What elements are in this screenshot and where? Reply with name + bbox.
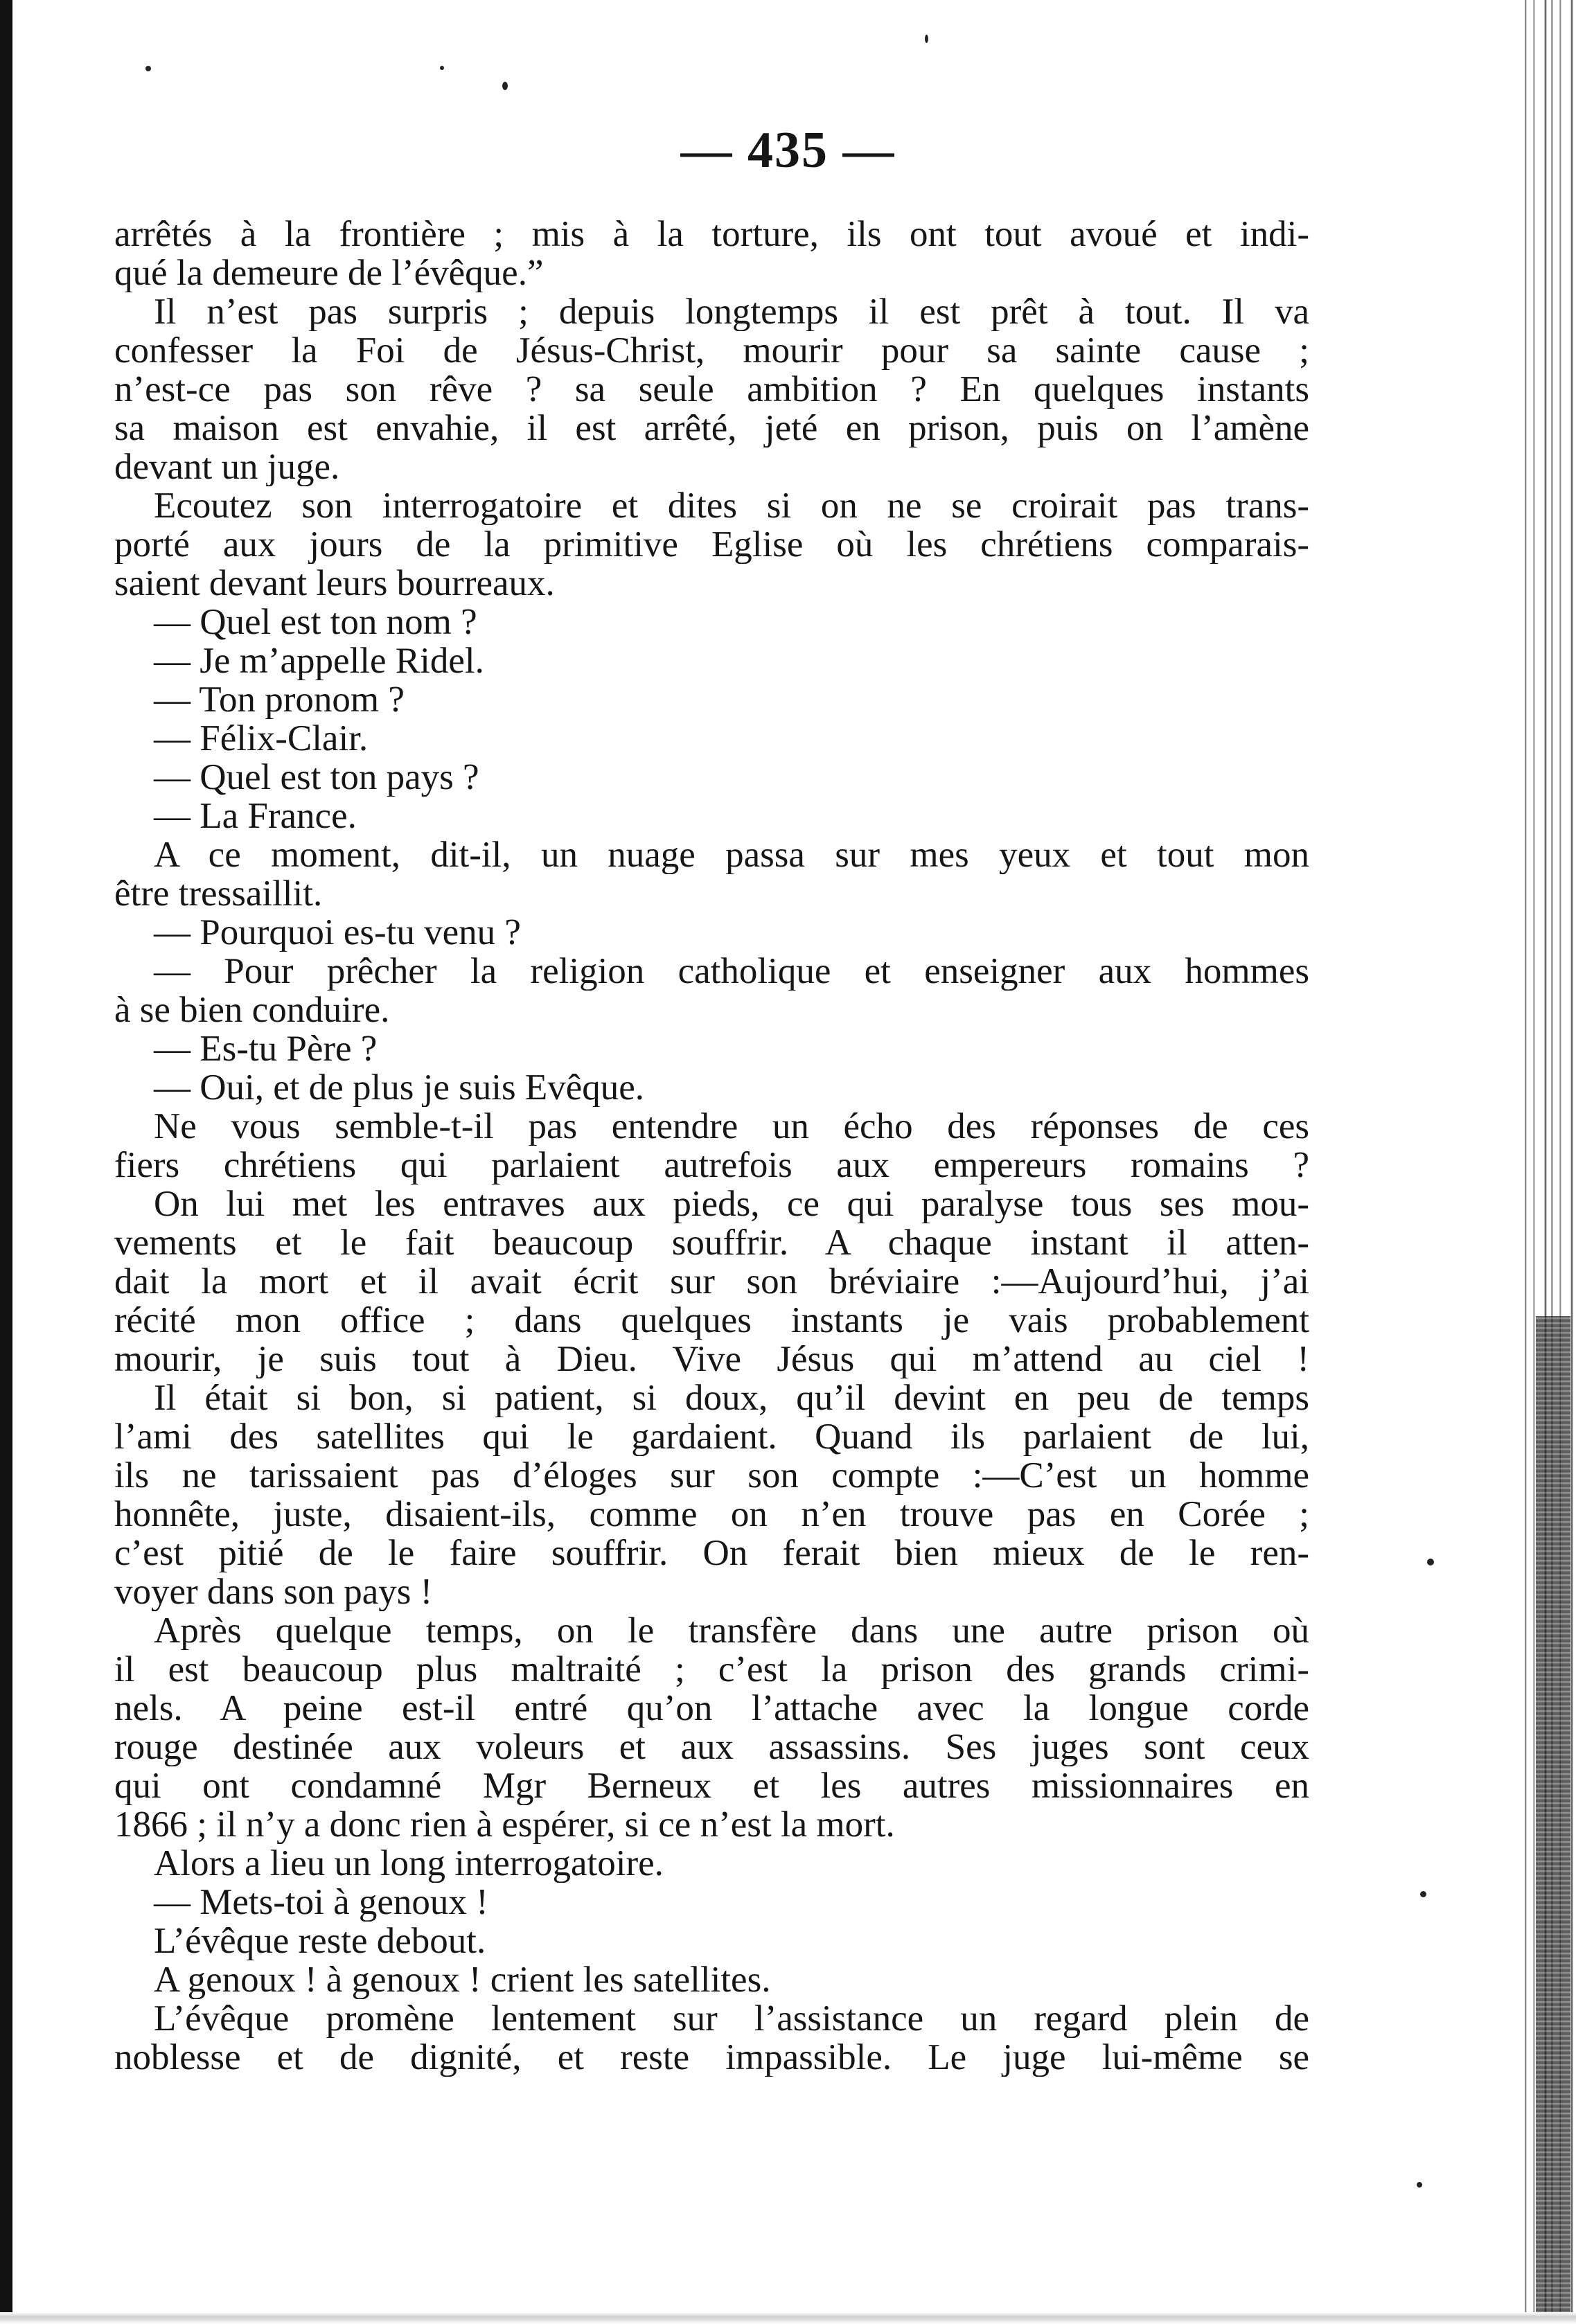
text-line: il est beaucoup plus maltraité ; c’est la prison des grands crimi- bbox=[114, 1650, 1309, 1689]
text-line: qui ont condamné Mgr Berneux et les autres missionnaires en bbox=[114, 1766, 1309, 1805]
text-line: Il n’est pas surpris ; depuis longtemps il est prêt à tout. Il va bbox=[154, 292, 1309, 331]
text-line: noblesse et de dignité, et reste impassible. Le juge lui-même se bbox=[114, 2038, 1309, 2077]
text-line: — Es-tu Père ? bbox=[154, 1029, 378, 1068]
text-line: qué la demeure de l’évêque.” bbox=[114, 254, 544, 292]
text-line: — Félix-Clair. bbox=[154, 719, 369, 758]
text-line: — Pourquoi es-tu venu ? bbox=[154, 913, 521, 952]
ink-speck bbox=[1420, 1891, 1426, 1897]
text-line: Il était si bon, si patient, si doux, qu’il devint en peu de temps bbox=[154, 1378, 1309, 1417]
text-line: A ce moment, dit-il, un nuage passa sur mes yeux et tout mon bbox=[154, 835, 1309, 874]
text-line: porté aux jours de la primitive Eglise où les chrétiens comparais- bbox=[114, 525, 1309, 564]
text-line: nels. A peine est-il entré qu’on l’attache avec la longue corde bbox=[114, 1689, 1309, 1728]
text-line: Ne vous semble-t-il pas entendre un écho des réponses de ces bbox=[154, 1107, 1309, 1146]
text-line: sa maison est envahie, il est arrêté, jeté en prison, puis on l’amène bbox=[114, 409, 1309, 447]
ink-speck bbox=[502, 82, 508, 90]
text-line: arrêtés à la frontière ; mis à la torture, ils ont tout avoué et indi- bbox=[114, 215, 1309, 254]
text-line: rouge destinée aux voleurs et aux assassins. Ses juges sont ceux bbox=[114, 1728, 1309, 1766]
text-line: être tressaillit. bbox=[114, 874, 323, 913]
text-line: fiers chrétiens qui parlaient autrefois aux empereurs romains ? bbox=[114, 1146, 1309, 1185]
page-edge-shadow bbox=[1536, 1316, 1570, 2321]
text-line: devant un juge. bbox=[114, 447, 340, 486]
text-line: On lui met les entraves aux pieds, ce qui paralyse tous ses mou- bbox=[154, 1185, 1309, 1223]
text-line: à se bien conduire. bbox=[114, 991, 390, 1029]
ink-speck bbox=[1417, 2182, 1422, 2188]
text-line: A genoux ! à genoux ! crient les satellites. bbox=[154, 1960, 771, 1999]
page-edge-bottom bbox=[0, 2312, 1576, 2324]
text-line: — La France. bbox=[154, 797, 357, 835]
text-line: ils ne tarissaient pas d’éloges sur son compte :—C’est un homme bbox=[114, 1456, 1309, 1495]
text-line: confesser la Foi de Jésus-Christ, mourir pour sa sainte cause ; bbox=[114, 331, 1309, 370]
body-text bbox=[114, 215, 1309, 2077]
ink-speck bbox=[440, 66, 444, 70]
ink-speck bbox=[925, 35, 928, 43]
text-line: — Je m’appelle Ridel. bbox=[154, 641, 484, 680]
page-number: — 435 — bbox=[680, 122, 896, 179]
text-line: voyer dans son pays ! bbox=[114, 1572, 433, 1611]
text-line: — Quel est ton nom ? bbox=[154, 603, 477, 641]
text-line: Après quelque temps, on le transfère dans une autre prison où bbox=[154, 1611, 1309, 1650]
text-line: — Quel est ton pays ? bbox=[154, 758, 479, 797]
text-line: L’évêque promène lentement sur l’assistance un regard plein de bbox=[154, 1999, 1309, 2038]
text-line: Alors a lieu un long interrogatoire. bbox=[154, 1844, 664, 1883]
text-line: — Oui, et de plus je suis Evêque. bbox=[154, 1068, 645, 1107]
text-line: — Pour prêcher la religion catholique et enseigner aux hommes bbox=[154, 952, 1309, 991]
text-line: n’est-ce pas son rêve ? sa seule ambition ? En quelques instants bbox=[114, 370, 1309, 409]
text-line: c’est pitié de le faire souffrir. On ferait bien mieux de le ren- bbox=[114, 1534, 1309, 1572]
text-line: l’ami des satellites qui le gardaient. Quand ils parlaient de lui, bbox=[114, 1417, 1309, 1456]
text-line: saient devant leurs bourreaux. bbox=[114, 564, 555, 603]
page-edge-left bbox=[0, 0, 12, 2314]
text-line: mourir, je suis tout à Dieu. Vive Jésus qui m’attend au ciel ! bbox=[114, 1340, 1309, 1378]
text-line: dait la mort et il avait écrit sur son bréviaire :—Aujourd’hui, j’ai bbox=[114, 1262, 1309, 1301]
text-line: 1866 ; il n’y a donc rien à espérer, si ce n’est la mort. bbox=[114, 1805, 895, 1844]
text-line: Ecoutez son interrogatoire et dites si on ne se croirait pas trans- bbox=[154, 486, 1309, 525]
ink-speck bbox=[1427, 1559, 1434, 1565]
text-line: récité mon office ; dans quelques instants je vais probablement bbox=[114, 1301, 1309, 1340]
text-line: L’évêque reste debout. bbox=[154, 1922, 486, 1960]
ink-speck bbox=[145, 66, 151, 71]
text-line: honnête, juste, disaient-ils, comme on n’en trouve pas en Corée ; bbox=[114, 1495, 1309, 1534]
text-line: — Ton pronom ? bbox=[154, 680, 405, 719]
text-line: vements et le fait beaucoup souffrir. A chaque instant il atten- bbox=[114, 1223, 1309, 1262]
text-line: — Mets-toi à genoux ! bbox=[154, 1883, 488, 1922]
